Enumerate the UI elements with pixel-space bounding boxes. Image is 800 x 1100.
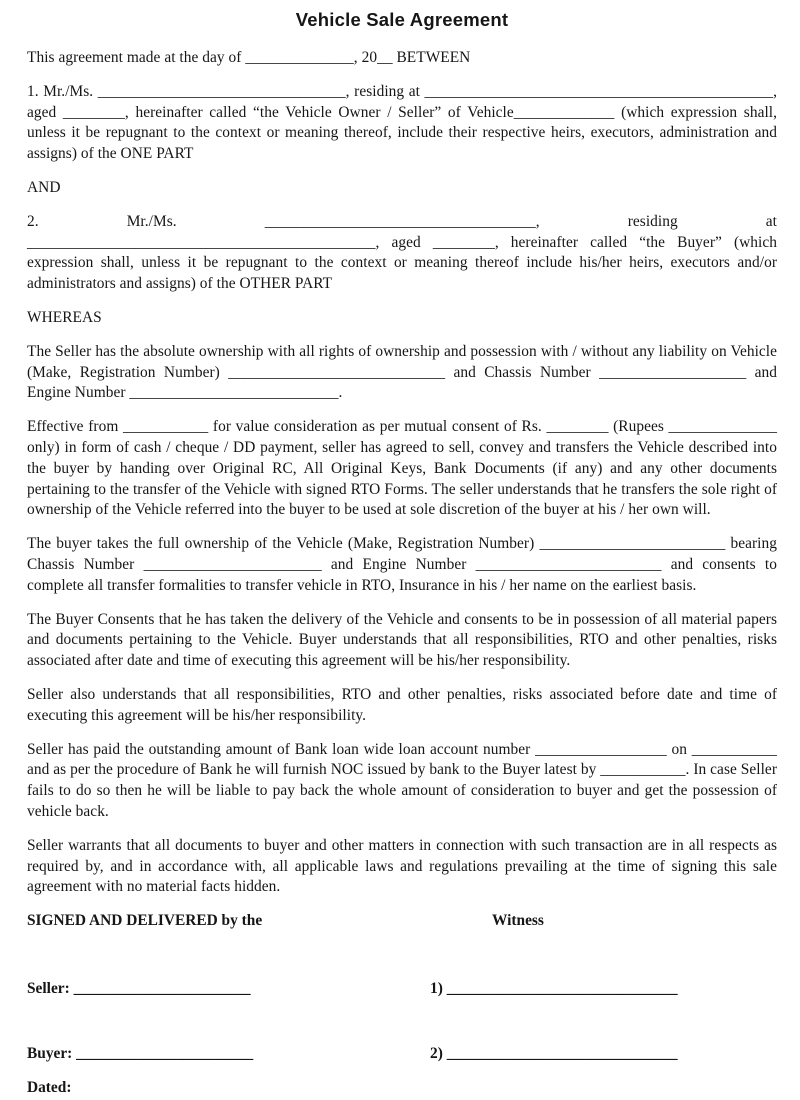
connector-and: AND <box>27 178 61 196</box>
signature-section <box>27 911 777 1099</box>
witness-label: Witness <box>492 912 544 930</box>
paragraph-bank-loan: Seller has paid the outstanding amount of Bank loan wide loan account number _________________ on ___________ and as per the procedure of Bank he will furnish NOC issued by bank to the Buyer latest by ___________. In case Seller fails to do so then he will be liable to pay back the whole amount of consideration to buyer and get the possession of vehicle back. <box>27 740 777 820</box>
witness2-signature-line: ______________________________ <box>446 1044 678 1062</box>
paragraph-consideration: Effective from ___________ for value consideration as per mutual consent of Rs. ________ (Rupees ______________ only) in form of cash / cheque / DD payment, seller has agreed to sell, convey and transfers the Vehicle described into the buyer by handing over Original RC, All Original Keys, Bank Documents (if any) and any other documents pertaining to the transfer of the Vehicle with signed RTO Forms. The seller understands that he transfers the sole right of ownership of the Vehicle referred into the buyer to be used at sole discretion of the buyer at his / her own will. <box>27 418 777 519</box>
dated-label: Dated: <box>27 1079 72 1097</box>
buyer-signature-row <box>27 1044 777 1065</box>
signature-header-row <box>27 911 777 932</box>
buyer-label: Buyer: <box>27 1044 73 1062</box>
paragraph-seller-party: 1. Mr./Ms. ________________________________, residing at _____________________________________________, aged ________, hereinafter called “the Vehicle Owner / Seller” of Vehicle_____________ (which expression shall, unless it be repugnant to the context or meaning thereof, include their respective heirs, executors, administration and assigns) of the ONE PART <box>27 82 777 163</box>
paragraph-buyer-consent: The Buyer Consents that he has taken the delivery of the Vehicle and consents to be in possession of all material papers and documents pertaining to the Vehicle. Buyer understands that all responsibilities, RTO and other penalties, risks associated after date and time of executing this agreement will be his/her responsibility. <box>27 610 777 670</box>
paragraph-buyer-ownership: The buyer takes the full ownership of the Vehicle (Make, Registration Number) ________________________ bearing Chassis Number _______________________ and Engine Number ________________________ and consents to complete all transfer formalities to transfer vehicle in RTO, Insurance in his / her name on the earliest basis. <box>27 535 777 594</box>
paragraph-seller-responsibility: Seller also understands that all responsibilities, RTO and other penalties, risks associated before date and time of executing this agreement will be his/her responsibility. <box>27 685 777 724</box>
witness1-number: 1) <box>430 979 443 997</box>
witness1-signature-line: ______________________________ <box>446 979 678 997</box>
document-title: Vehicle Sale Agreement <box>295 9 509 30</box>
intro-line: This agreement made at the day of ______________, 20__ BETWEEN <box>27 49 471 66</box>
dated-row <box>27 1078 777 1099</box>
witness2-number: 2) <box>430 1044 443 1062</box>
seller-label: Seller: <box>27 979 70 997</box>
seller-signature-row <box>27 979 777 1000</box>
heading-whereas: WHEREAS <box>27 308 102 326</box>
paragraph-seller-ownership: The Seller has the absolute ownership with all rights of ownership and possession with / without any liability on Vehicle (Make, Registration Number) ____________________________ and Chassis Number ___________________ and Engine Number ___________________________. <box>27 342 777 402</box>
seller-signature-line: _______________________ <box>73 979 251 997</box>
signed-delivered-label: SIGNED AND DELIVERED by the <box>27 912 263 930</box>
paragraph-warranty: Seller warrants that all documents to buyer and other matters in connection with such transaction are in all respects as required by, and in accordance with, all applicable laws and regulations prevailing at the time of signing this sale agreement with no material facts hidden. <box>27 836 777 896</box>
buyer-signature-line: _______________________ <box>76 1044 254 1062</box>
paragraph-buyer-party: 2. Mr./Ms. ___________________________________, residing at _____________________________________________, aged ________, hereinafter called “the Buyer” (which expression shall, unless it be repugnant to the context or meaning thereof include his/her heirs, executors and/or administrators and assigns) of the OTHER PART <box>27 212 777 293</box>
